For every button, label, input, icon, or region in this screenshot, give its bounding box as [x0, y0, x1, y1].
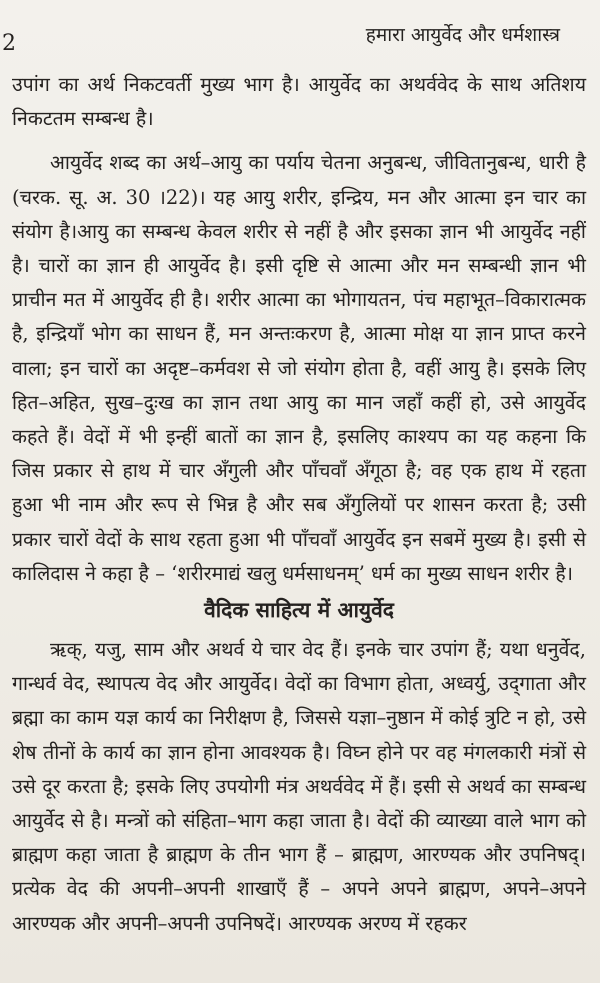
section-heading: वैदिक साहित्य में आयुर्वेद — [204, 597, 394, 623]
running-header-title: हमारा आयुर्वेद और धर्मशास्त्र — [365, 24, 560, 46]
page-number: 2 — [2, 31, 16, 56]
paragraph-vedic-literature: ऋक्, यजु, साम और अथर्व ये चार वेद हैं। इनके चार उपांग हैं; यथा धनुर्वेद, गान्धर्व वेद, स्थापत्य वेद और आयुर्वेद। वेदों का विभाग होता, अध्वर्यु, उद्‌गाता और ब्रह्मा का काम यज्ञ कार्य का निरीक्षण है, जिससे यज्ञा–नुष्ठान में कोई त्रुटि न हो, उसे शेष तीनों के कार्य का ज्ञान होना आवश्यक है। विघ्न होने पर वह मंगलकारी मंत्रों से उसे दूर करता है; इसके लिए उपयोगी मंत्र अथर्ववेद में हैं। इसी से अथर्व का सम्बन्ध आयुर्वेद से है। मन्त्रों को संहिता–भाग कहा जाता है। वेदों की व्याख्या वाले भाग को ब्राह्मण कहा जाता है ब्राह्मण के तीन भाग हैं – ब्राह्मण, आरण्यक और उपनिषद्। प्रत्येक वेद की अपनी–अपनी शाखाएँ हैं – अपने अपने ब्राह्मण, अपने–अपने आरण्यक और अपनी–अपनी उपनिषदें। आरण्यक अरण्य में रहकर — [12, 638, 586, 935]
paragraph-upang: उपांग का अर्थ निकटवर्ती मुख्य भाग है। आयुर्वेद का अथर्ववेद के साथ अतिशय निकटतम सम्बन्ध है। — [12, 73, 586, 131]
paragraph-ayurveda-meaning: आयुर्वेद शब्द का अर्थ–आयु का पर्याय चेतना अनुबन्ध, जीवितानुबन्ध, धारी है (चरक. सू. अ. 30 ।22)। यह आयु शरीर, इन्द्रिय, मन और आत्मा इन चार का संयोग है।आयु का सम्बन्ध केवल शरीर से नहीं है और इसका ज्ञान भी आयुर्वेद नहीं है। चारों का ज्ञान ही आयुर्वेद है। इसी दृष्टि से आत्मा और मन सम्बन्धी ज्ञान भी प्राचीन मत में आयुर्वेद ही है। शरीर आत्मा का भोगायतन, पंच महाभूत–विकारात्मक है, इन्द्रियाँ भोग का साधन हैं, मन अन्तःकरण है, आत्मा मोक्ष या ज्ञान प्राप्त करने वाला; इन चारों का अदृष्ट–कर्मवश से जो संयोग होता है, वहीं आयु है। इसके लिए हित–अहित, सुख–दुःख का ज्ञान तथा आयु का मान जहाँ कहीं हो, उसे आयुर्वेद कहते हैं। वेदों में भी इन्हीं बातों का ज्ञान है, इसलिए काश्यप का यह कहना कि जिस प्रकार से हाथ में चार अँगुली और पाँचवाँ अँगूठा है; वह एक हाथ में रहता हुआ भी नाम और रूप से भिन्न है और सब अँगुलियों पर शासन करता है; उसी प्रकार चारों वेदों के साथ रहता हुआ भी पाँचवाँ आयुर्वेद इन सबमें मुख्य है। इसी से कालिदास ने कहा है – ‘शरीरमाद्यं खलु धर्मसाधनम्’ धर्म का मुख्य साधन शरीर है। — [12, 151, 586, 585]
body-text — [12, 68, 586, 941]
